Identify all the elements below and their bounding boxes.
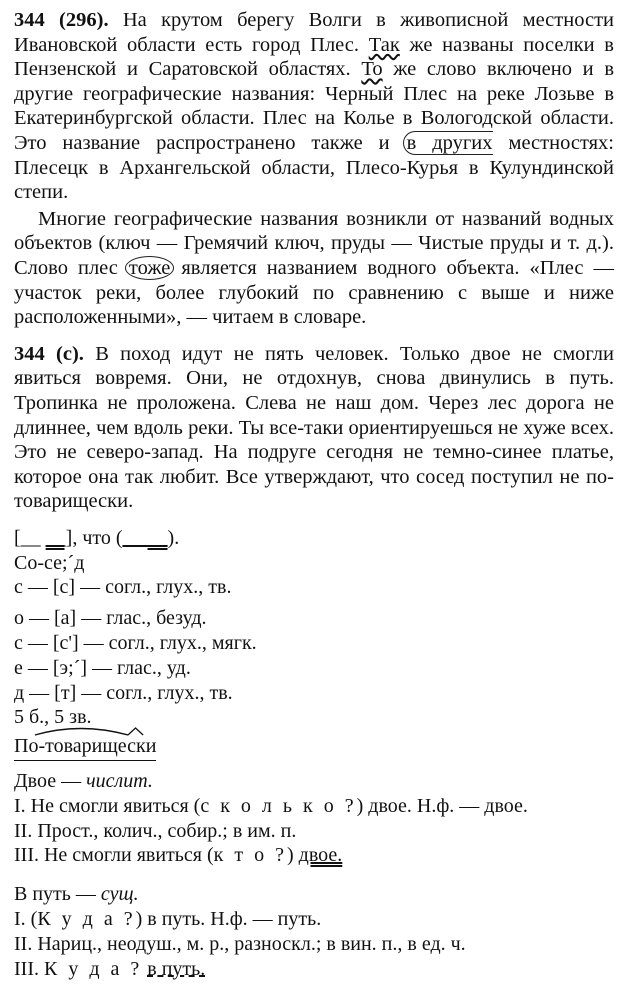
scheme-part: __ [147, 526, 168, 549]
text-run: же слово включено и в другие географические названия: Черный Плес на реке Лозьве в Екатеринбургской области. Плес на Колье в Вологодской области. Это название распространено также и [14, 58, 614, 154]
wavy-underlined-word: Так [368, 33, 400, 56]
exercise-344-296-paragraph-2 [14, 207, 614, 330]
morphemic-word [14, 734, 156, 761]
part-of-speech: сущ. [100, 883, 139, 906]
text-run: местностях: Плесецк в Архангельской области, Плесо-Курья в Кулундинской степи. [14, 131, 615, 204]
scheme-part: ). [167, 526, 180, 549]
text-run: I. Не смогли явиться ( [14, 794, 201, 817]
dvoe-line-3 [14, 843, 614, 868]
letter-sound-count: 5 б., 5 зв. [14, 706, 92, 729]
phonetic-line: с — [с'] — согл., глух., мягк. [14, 632, 257, 655]
sentence-member: двое. [298, 844, 343, 867]
text-run: ) двое. Н.ф. — двое. [356, 794, 528, 817]
put-line-3 [14, 957, 614, 982]
morph-word-text: По-товарищески [14, 735, 157, 758]
sentence-scheme [14, 526, 614, 551]
part-of-speech: числит. [86, 770, 153, 793]
question: к т о ? [213, 844, 287, 867]
question: с к о л ь к о ? [200, 794, 357, 817]
wavy-underlined-word: То [361, 58, 383, 81]
text-run: В поход идут не пять человек. Только двое не смогли явиться вовремя. Они, не отдохнув, снова двинулись в путь. Тропинка не проложена. Слева не наш дом. Через лес дорога не длиннее, чем вдоль реки. Ты все-таки ориентируешься не хуже всех. Это не северо-запад. На подруге сегодня не темно-синее платье, которое она так любит. Все утверждают, что сосед поступил не по-товарищески. [14, 342, 614, 513]
dvoe-line-1 [14, 794, 614, 819]
heading-word: В путь — [14, 883, 101, 906]
morphemic-word-line [14, 734, 614, 761]
scheme-part: [__ [14, 526, 46, 549]
exercise-344-296-paragraph-1 [14, 8, 614, 205]
question: К у д а ? [43, 957, 143, 980]
text-run: является названием водного объекта. «Плес — участок реки, более глубокий по сравнению с выше и ниже расположенными», — читаем в словаре. [14, 256, 614, 329]
phonetic-word: Со-се;´д [14, 551, 85, 574]
exercise-344-c-paragraph [14, 342, 614, 514]
dvoe-line-2: II. Прост., колич., собир.; в им. п. [14, 819, 297, 842]
phonetic-line: е — [э;´] — глас., уд. [14, 656, 191, 679]
scheme-part: __] [45, 526, 73, 549]
text-run: ) [287, 844, 299, 867]
text-run: Многие географические названия возникли от названий водных объектов (ключ — Гремячий ключ, пруды — Чистые пруды и т. д.). Слово плес [14, 207, 614, 279]
scheme-part: __ [122, 526, 148, 549]
put-line-2: II. Нариц., неодуш., м. р., разноскл.; в вин. п., в ед. ч. [14, 932, 466, 955]
exercise-number: 344 (296). [14, 9, 109, 31]
exercise-number: 344 (с). [14, 342, 84, 365]
root-arc-icon [14, 726, 156, 736]
heading-word: Двое — [14, 770, 87, 793]
text-run: ) в путь. Н.ф. — путь. [135, 908, 322, 931]
put-line-1 [14, 907, 614, 932]
phonetic-line: д — [т] — согл., глух., тв. [14, 681, 233, 704]
question: К у д а ? [37, 908, 136, 931]
put-heading [14, 882, 614, 907]
circled-phrase: в других [403, 131, 493, 155]
phonetic-line: с — [с] — согл., глух., тв. [14, 576, 232, 599]
text-run: III. [14, 957, 44, 980]
dvoe-heading [14, 769, 614, 794]
text-run: I. ( [14, 908, 38, 931]
document-page [14, 8, 614, 981]
sentence-member: в путь. [147, 957, 206, 980]
circled-word: тоже [125, 256, 174, 280]
text-run: же названы поселки в Пензенской и Саратовской областях. [14, 33, 614, 81]
text-run: На крутом берегу Волги в живописной местности Ивановской области есть город Плес. [14, 9, 614, 56]
scheme-part: , что ( [72, 526, 123, 549]
text-run: III. Не смогли явиться ( [14, 844, 214, 867]
phonetic-line: о — [а] — глас., безуд. [14, 607, 207, 630]
